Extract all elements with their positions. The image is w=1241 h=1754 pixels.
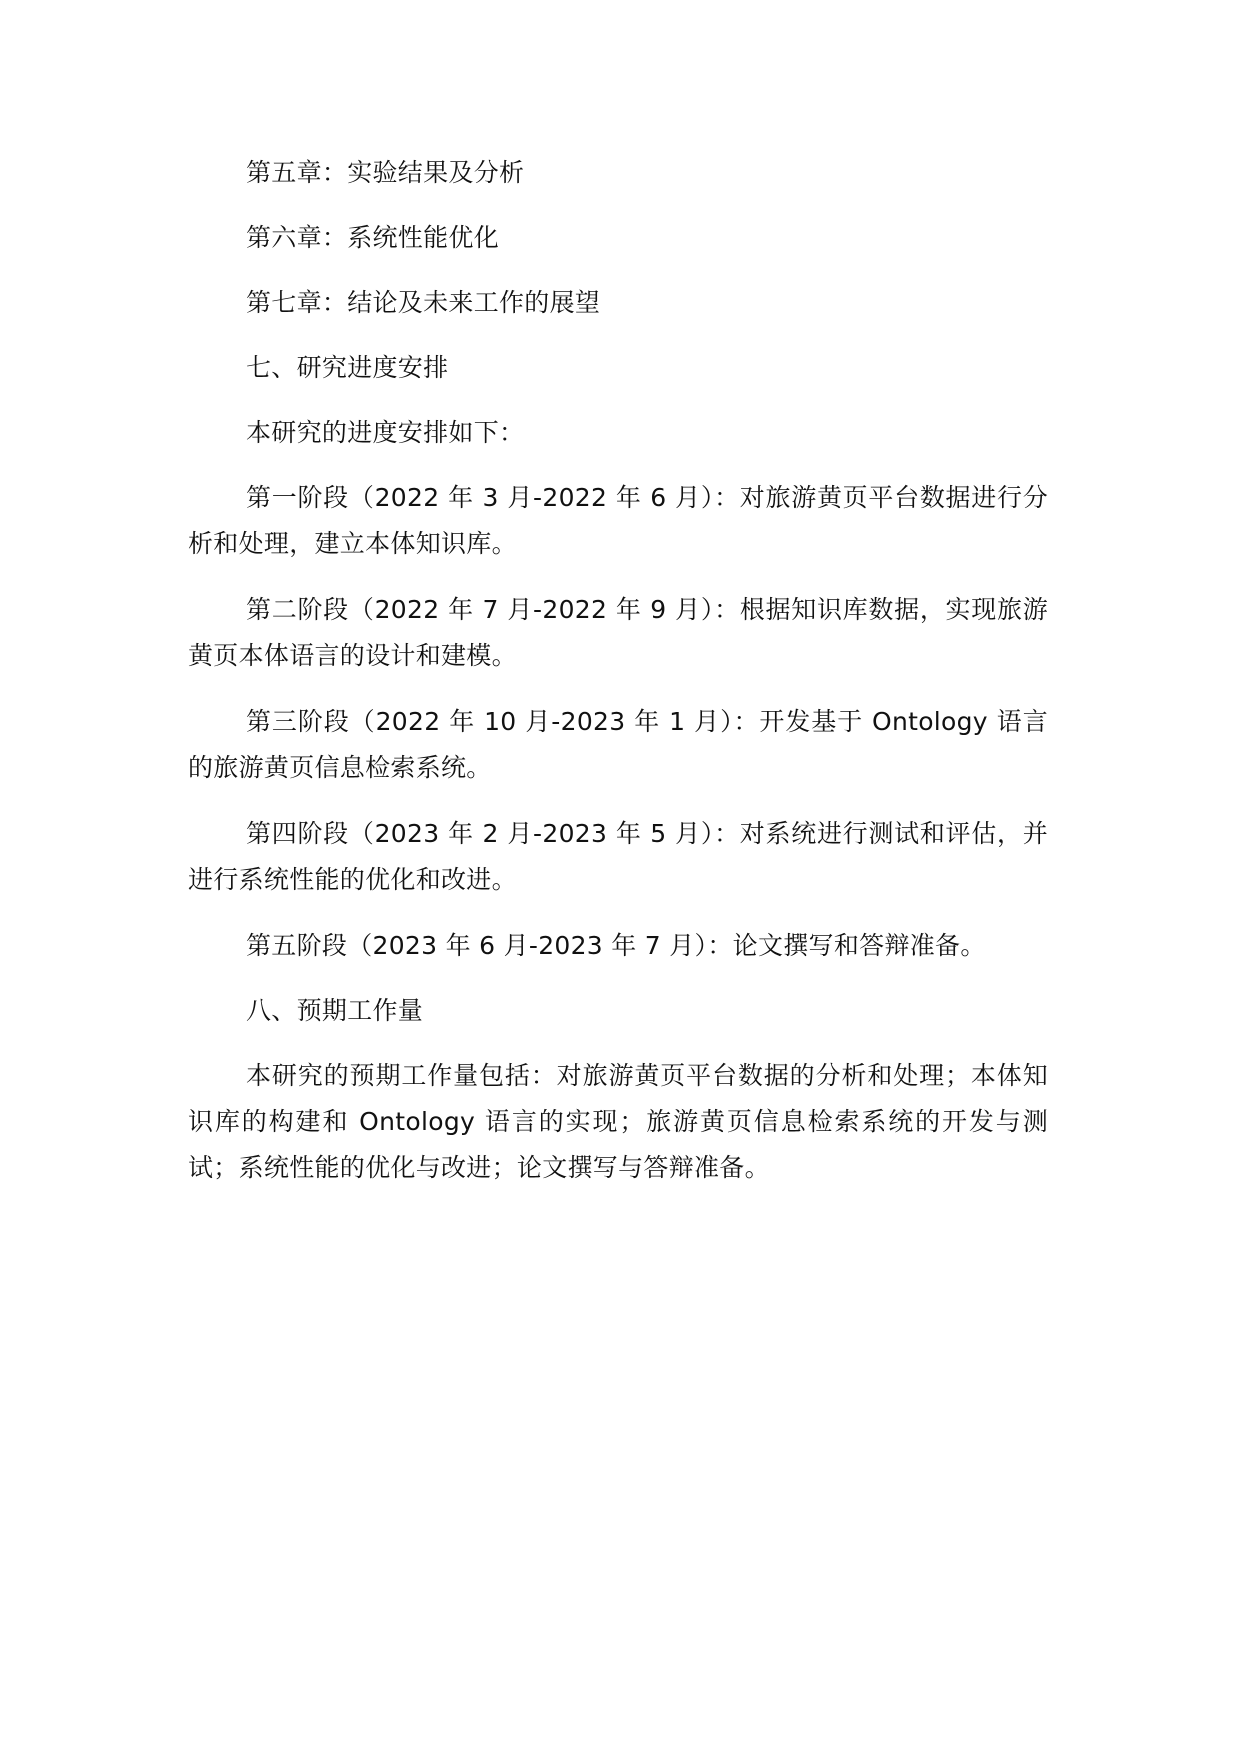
phase-5-paragraph: 第五阶段（2023 年 6 月-2023 年 7 月）：论文撰写和答辩准备。 [246,931,986,960]
section-7-heading: 七、研究进度安排 [246,353,449,382]
chapter-5-line: 第五章：实验结果及分析 [246,158,525,187]
phase-3-paragraph: 第三阶段（2022 年 10 月-2023 年 1 月）：开发基于 Ontology 语言的旅游黄页信息检索系统。 [188,707,1048,782]
phase-4-paragraph: 第四阶段（2023 年 2 月-2023 年 5 月）：对系统进行测试和评估，并进行系统性能的优化和改进。 [188,819,1048,894]
chapter-6-line: 第六章：系统性能优化 [246,223,500,252]
section-8-heading: 八、预期工作量 [246,996,424,1025]
workload-paragraph: 本研究的预期工作量包括：对旅游黄页平台数据的分析和处理；本体知识库的构建和 Ontology 语言的实现；旅游黄页信息检索系统的开发与测试；系统性能的优化与改进；论文撰写与答辩准备。 [188,1061,1048,1182]
document-body [188,150,1048,1191]
phase-2-paragraph: 第二阶段（2022 年 7 月-2022 年 9 月）：根据知识库数据，实现旅游黄页本体语言的设计和建模。 [188,595,1048,670]
chapter-7-line: 第七章：结论及未来工作的展望 [246,288,601,317]
schedule-intro: 本研究的进度安排如下： [246,418,525,447]
phase-1-paragraph: 第一阶段（2022 年 3 月-2022 年 6 月）：对旅游黄页平台数据进行分析和处理，建立本体知识库。 [188,483,1048,558]
